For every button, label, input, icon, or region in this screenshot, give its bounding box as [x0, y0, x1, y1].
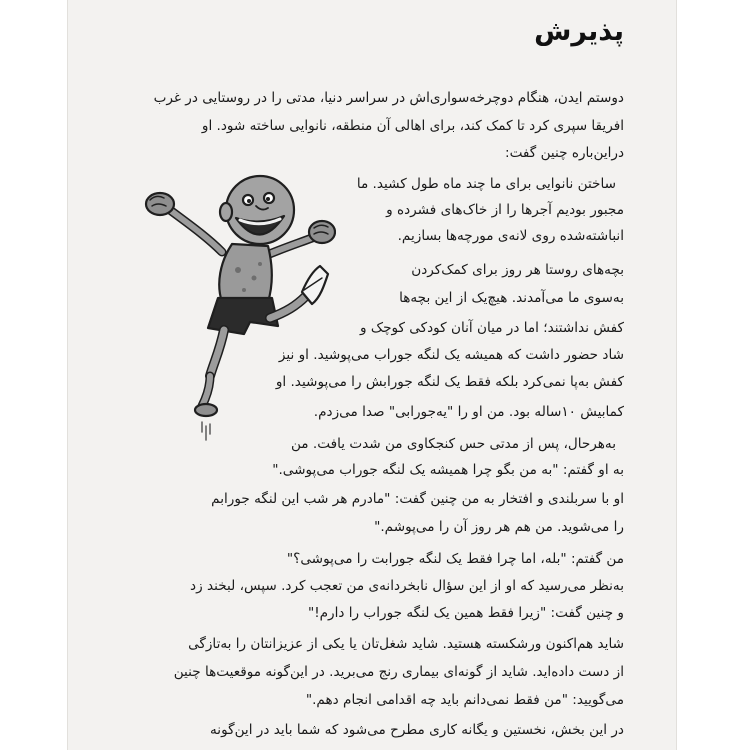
text-line: ساختن نانوایی برای ما چند ماه طول کشید. ما [356, 176, 616, 192]
book-page [67, 0, 677, 750]
text-line: به او گفتم: "به من بگو چرا همیشه یک لنگه جوراب می‌پوشی." [272, 462, 624, 478]
text-line: افریقا سپری کرد تا کمک کند، برای اهالی آن منطقه، نانوایی ساخته شود. او [201, 118, 624, 134]
text-line: به‌هرحال، پس از مدتی حس کنجکاوی من شدت یافت. من [290, 436, 616, 452]
text-line: شاد حضور داشت که همیشه یک لنگه جوراب می‌پوشید. او نیز [278, 347, 624, 363]
text-line: شاید هم‌اکنون ورشکسته هستید. شاید شغل‌تان یا یکی از عزیزانتان را به‌تازگی [188, 636, 624, 652]
text-line: کفش نداشتند؛ اما در میان آنان کودکی کوچک و [360, 320, 624, 336]
text-line: مجبور بودیم آجرها را از خاک‌های فشرده و [386, 202, 624, 218]
page-title: پذیرش [534, 16, 624, 47]
text-line: در این بخش، نخستین و یگانه کاری مطرح می‌شود که شما باید در این‌گونه [210, 722, 624, 738]
text-line: دوستم ایدن، هنگام دوچرخه‌سواری‌اش در سراسر دنیا، مدتی را در روستایی در غرب [153, 90, 624, 106]
text-line: به‌سوی ما می‌آمدند. هیچ‌یک از این بچه‌ها [399, 290, 624, 306]
text-line: دراین‌باره چنین گفت: [504, 145, 624, 161]
text-line: بچه‌های روستا هر روز برای کمک‌کردن [411, 262, 624, 278]
text-line: از دست داده‌اید. شاید از گونه‌ای بیماری رنج می‌برید. در این‌گونه موقعیت‌ها چنین [173, 664, 624, 680]
text-line: انباشته‌شده روی لانه‌ی مورچه‌ها بسازیم. [397, 228, 624, 244]
text-line: به‌نظر می‌رسید که او از این سؤال نابخردانه‌ی من تعجب کرد. سپس، لبخند زد [190, 578, 624, 594]
text-line: من گفتم: "بله، اما چرا فقط یک لنگه جورابت را می‌پوشی؟" [286, 551, 624, 567]
text-line: او با سربلندی و افتخار به من چنین گفت: "مادرم هر شب این لنگه جورابم [211, 491, 624, 507]
text-line: را می‌شوید. من هم هر روز آن را می‌پوشم." [374, 519, 624, 535]
text-line: کفش به‌پا نمی‌کرد بلکه فقط یک لنگه جورابش را می‌پوشید. او [275, 374, 624, 390]
text-line: و چنین گفت: "زیرا فقط همین یک لنگه جوراب را دارم!" [307, 605, 624, 621]
text-line: کمابیش ۱۰ساله بود. من او را "یه‌جورابی" صدا می‌زدم. [313, 404, 624, 420]
cartoon-boy-illustration [136, 166, 336, 446]
text-line: می‌گویید: "من فقط نمی‌دانم باید چه اقدامی انجام دهم." [305, 692, 624, 708]
